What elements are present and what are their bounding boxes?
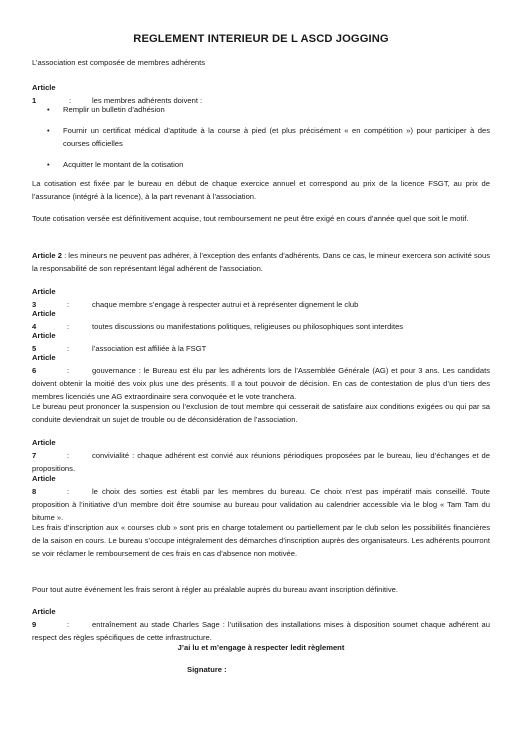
article-9: Article 9 : entraînement au stade Charles Sage : l’utilisation des installations mises à disposition soumet chaque adhérent au respect des règles spécifiques de cette infrastructure.: [32, 607, 490, 642]
bullet-icon: •: [47, 105, 50, 114]
article-4: Article 4 : toutes discussions ou manifestations politiques, religieuses ou philosophiques sont interdites: [32, 309, 404, 331]
page-title: REGLEMENT INTERIEUR DE L ASCD JOGGING: [133, 33, 389, 45]
article-4-text: toutes discussions ou manifestations politiques, religieuses ou philosophiques sont interdites: [92, 322, 404, 331]
article-8: Article 8 : le choix des sorties est établi par les membres du bureau. Ce choix n’est pas impératif mais conseillé. Toute proposition à l’initiative d’un membre doit être soumise au bureau pour validation au calendrier accessible via le blog « Tam Tam du bitume ».: [32, 474, 490, 522]
article-6: Article 6 : gouvernance : le Bureau est élu par les adhérents lors de l’Assemblée Générale (AG) et pour 3 ans. Les candidats doivent obtenir la moitié des voix plus une des présents. Il a tout pouvoir de décision. En cas de contestation de plus d’un tiers des membres licenciés une AG extraordinaire sera convoquée et le vote tranchera.: [32, 353, 490, 401]
article-9-separator: :: [67, 620, 70, 629]
article-5-text: l’association est affiliée à la FSGT: [92, 344, 207, 353]
article-7-separator: :: [67, 451, 70, 460]
article-3: Article 3 : chaque membre s’engage à respecter autrui et à représenter dignement le club: [32, 287, 359, 309]
article-3-text: chaque membre s’engage à respecter autrui et à représenter dignement le club: [92, 300, 359, 309]
intro-paragraph: L’association est composée de membres adhérents: [32, 58, 206, 67]
article-6-text: gouvernance : le Bureau est élu par les adhérents lors de l’Assemblée Générale (AG) et pour 3 ans. Les candidats doivent obtenir la moitié des voix plus une des présents. Il a tout pouvoir de décision. En cas de contestation de plus d’un tiers des membres licenciés une AG extraordinaire sera convoquée et le vote tranchera.: [32, 366, 490, 401]
frais-other-paragraph: Pour tout autre événement les frais seront à régler au préalable auprès du bureau avant inscription définitive.: [32, 585, 398, 594]
bullet-icon: •: [47, 160, 50, 169]
article-9-text: entraînement au stade Charles Sage : l’utilisation des installations mises à disposition soumet chaque adhérent au respect des règles spécifiques de cette infrastructure.: [32, 620, 490, 642]
article-5: Article 5 : l’association est affiliée à la FSGT: [32, 331, 207, 353]
article-1: Article 1 : les membres adhérents doivent :: [32, 83, 203, 105]
cotisation-refund-paragraph: Toute cotisation versée est définitivement acquise, tout remboursement ne peut être exigé en cours d’année quel que soit le motif.: [32, 214, 469, 223]
article-2-label: Article 2: [32, 251, 62, 260]
article-2-text: : les mineurs ne peuvent pas adhérer, à l’exception des enfants d’adhérents. Dans ce cas, le mineur exercera son activité sous la responsabilité de son représentant légal adhérent de l’association.: [32, 251, 490, 273]
list-item: Acquitter le montant de la cotisation: [63, 160, 184, 169]
frais-paragraph: Les frais d’inscription aux « courses club » sont pris en charge totalement ou partiellement par le club selon les possibilités financières de la saison en cours. Le bureau s’occupe intégralement des démarches d’inscription auprès des organisateurs. Les adhérents pourront se voir réclamer le remboursement de ces frais en cas d’absence non motivée.: [32, 523, 490, 558]
article-8-text: le choix des sorties est établi par les membres du bureau. Ce choix n’est pas impératif mais conseillé. Toute proposition à l’initiative d’un membre doit être soumise au bureau pour validation au calendrier accessible via le blog « Tam Tam du bitume ».: [32, 487, 490, 522]
engagement-statement: J’ai lu et m’engage à respecter ledit règlement: [177, 643, 345, 652]
bureau-paragraph: Le bureau peut prononcer la suspension ou l’exclusion de tout membre qui cesserait de satisfaire aux conditions exigées ou qui par sa conduite deviendrait un sujet de trouble ou de déconsidération de l’association.: [32, 402, 490, 424]
cotisation-paragraph: La cotisation est fixée par le bureau en début de chaque exercice annuel et correspond au prix de la licence FSGT, au prix de l’assurance (intégré à la licence), à la part revenant à l’association.: [32, 179, 490, 201]
article-1-text: les membres adhérents doivent :: [92, 96, 203, 105]
list-item: Remplir un bulletin d’adhésion: [63, 105, 165, 114]
bullet-icon: •: [47, 126, 50, 135]
article-6-separator: :: [67, 366, 70, 375]
article-7: Article 7 : convivialité : chaque adhérent est convié aux réunions périodiques proposées par le bureau, lieu d’échanges et de propositions.: [32, 438, 490, 473]
article-8-separator: :: [67, 487, 70, 496]
article-1-separator: :: [69, 96, 72, 105]
article-2: [32, 249, 490, 275]
article-4-separator: :: [67, 322, 70, 331]
article-3-separator: :: [67, 300, 70, 309]
article-5-separator: :: [67, 344, 70, 353]
list-item: Fournir un certificat médical d’aptitude à la course à pied (et plus précisément « en compétition ») pour participer à des courses officielles: [63, 126, 490, 148]
signature-label: Signature :: [187, 665, 227, 674]
article-7-text: convivialité : chaque adhérent est convié aux réunions périodiques proposées par le bureau, lieu d’échanges et de propositions.: [32, 451, 490, 473]
